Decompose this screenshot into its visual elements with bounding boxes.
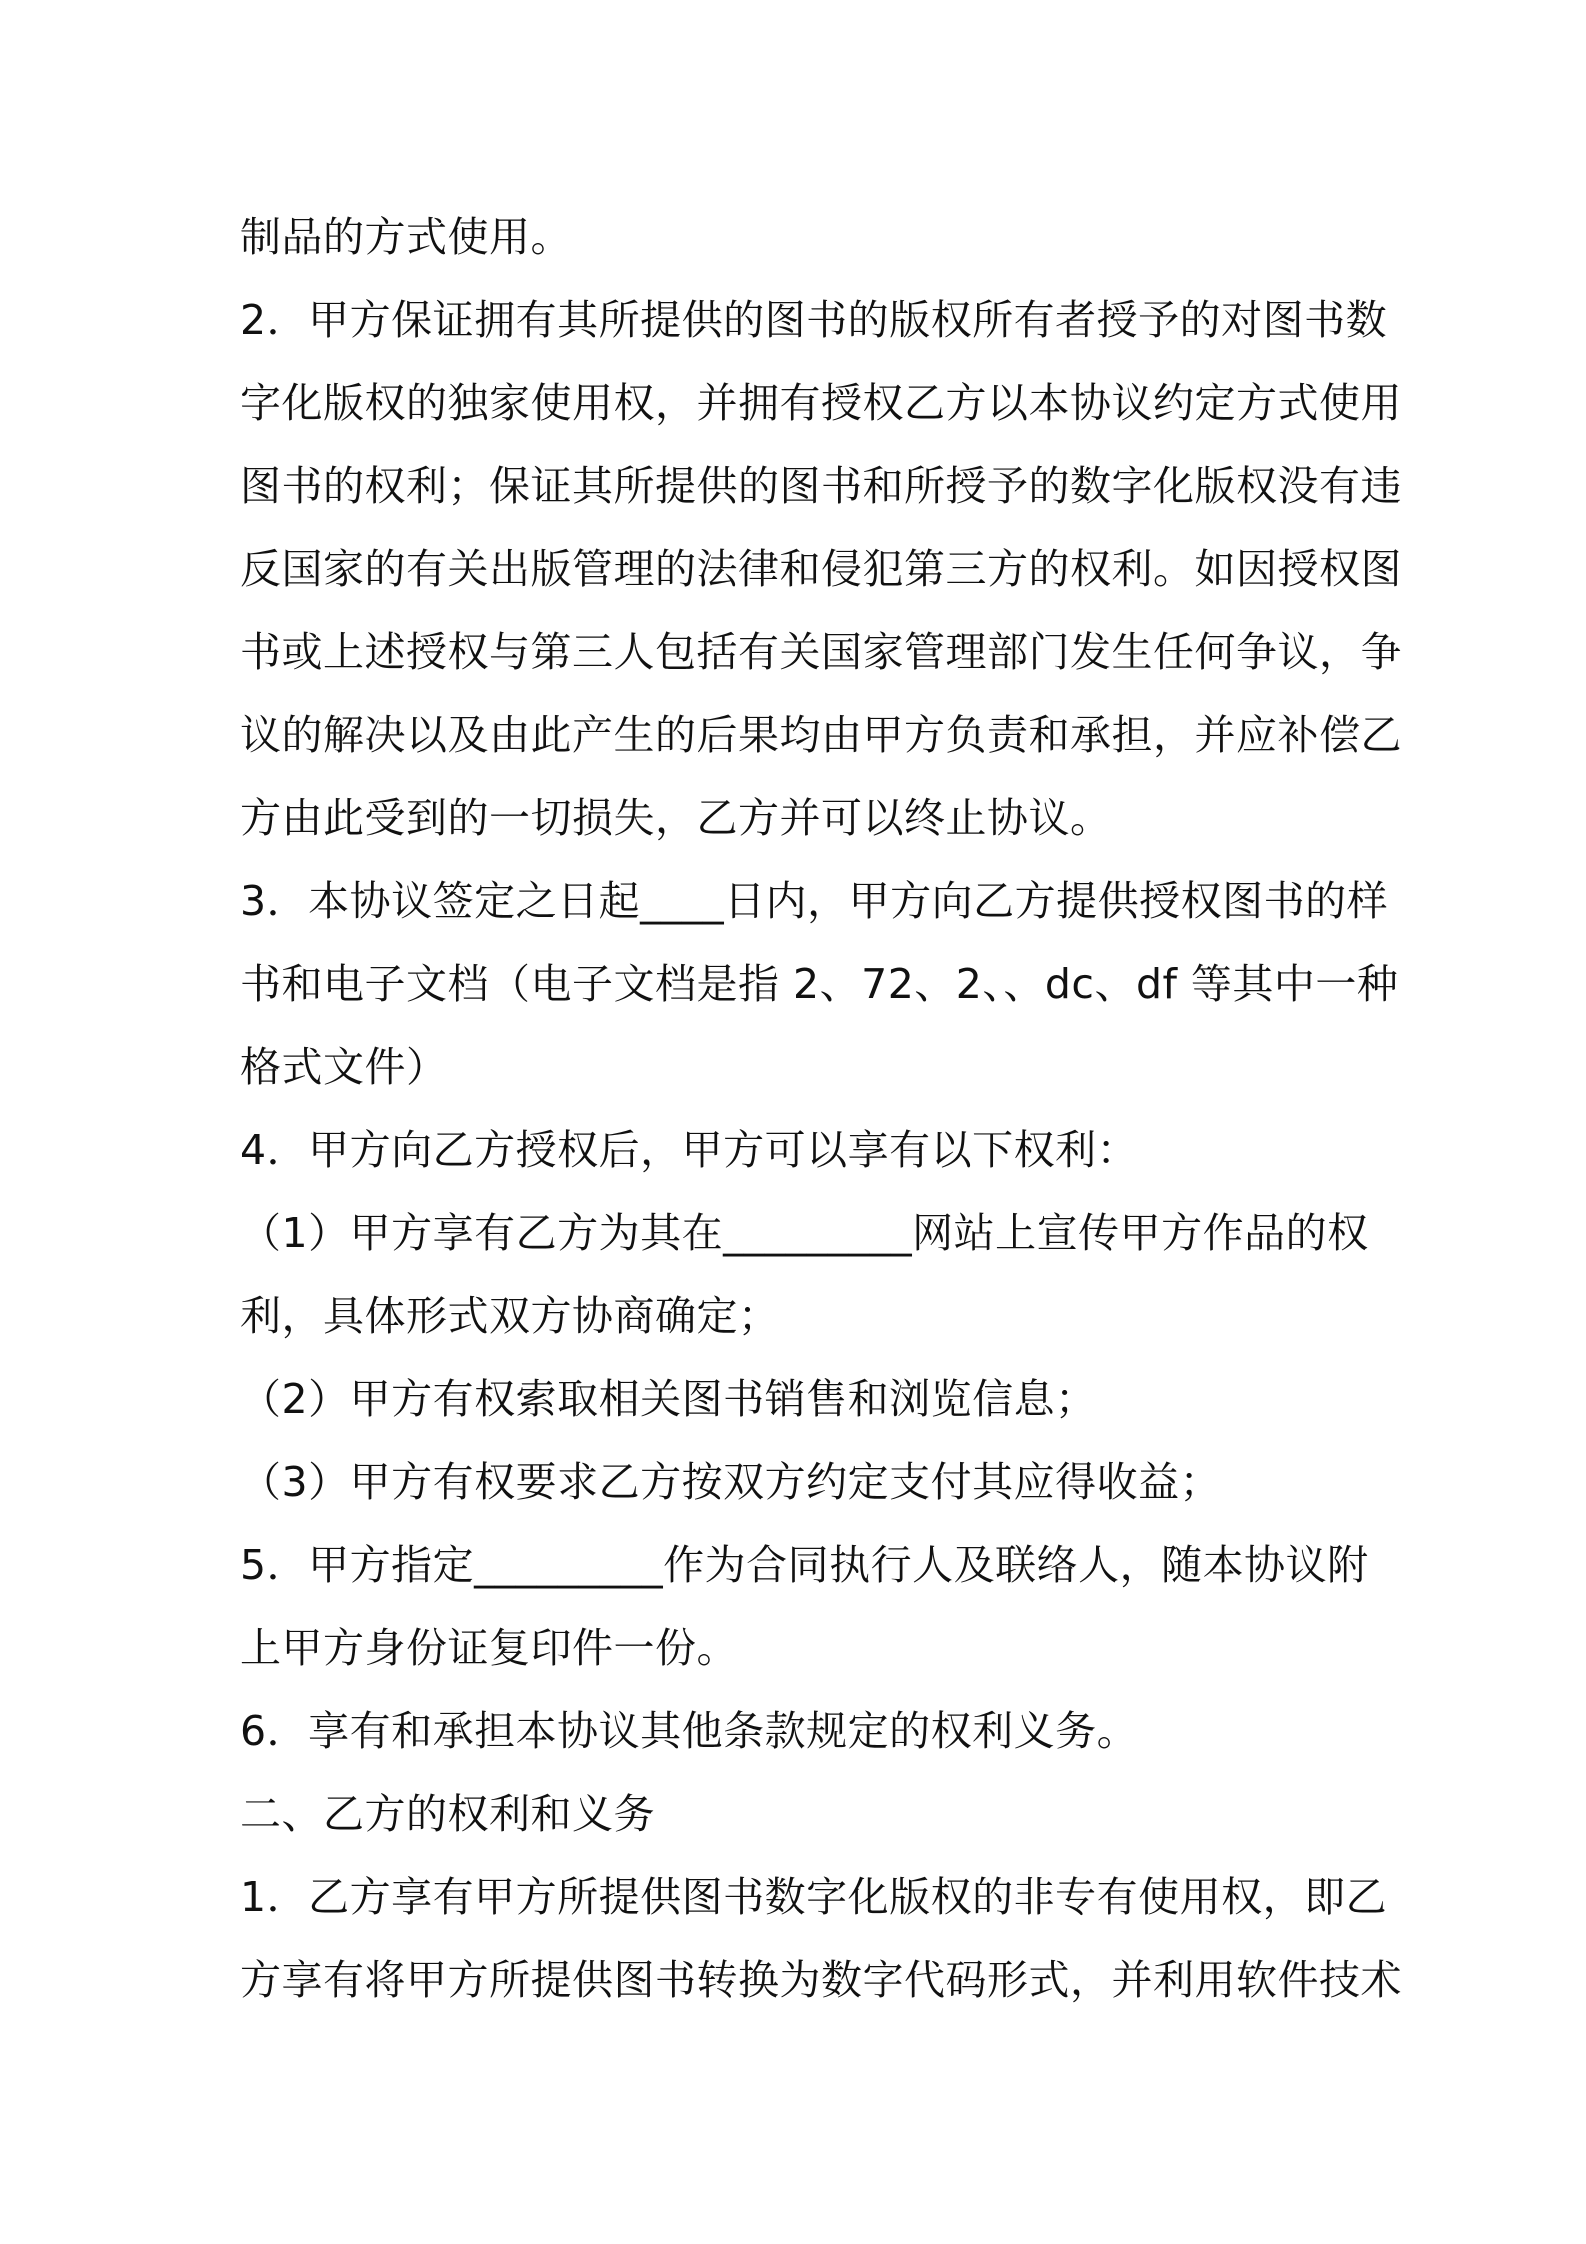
text-line: 方由此受到的一切损失，乙方并可以终止协议。: [240, 794, 1112, 842]
text-line: 4．甲方向乙方授权后，甲方可以享有以下权利：: [240, 1126, 1139, 1174]
text-line: 书或上述授权与第三人包括有关国家管理部门发生任何争议，争: [240, 628, 1402, 676]
text-line: （2）甲方有权索取相关图书销售和浏览信息；: [240, 1375, 1097, 1423]
text-line: 上甲方身份证复印件一份。: [240, 1624, 738, 1672]
text-line: 字化版权的独家使用权，并拥有授权乙方以本协议约定方式使用: [240, 379, 1402, 427]
text-line: （3）甲方有权要求乙方按双方约定支付其应得收益；: [240, 1458, 1222, 1506]
text-line: 2．甲方保证拥有其所提供的图书的版权所有者授予的对图书数: [240, 296, 1388, 344]
document-body: [240, 196, 1402, 2022]
text-line: 图书的权利；保证其所提供的图书和所授予的数字化版权没有违: [240, 462, 1402, 510]
text-line: 制品的方式使用。: [240, 213, 572, 261]
text-line: 书和电子文档（电子文档是指 2、72、2、、dc、df 等其中一种: [240, 960, 1399, 1008]
text-line: 格式文件）: [240, 1043, 448, 1091]
text-line: 方享有将甲方所提供图书转换为数字代码形式，并利用软件技术: [240, 1956, 1402, 2004]
section-heading: 二、乙方的权利和义务: [240, 1790, 655, 1838]
text-line: 1．乙方享有甲方所提供图书数字化版权的非专有使用权，即乙: [240, 1873, 1388, 1921]
text-line: 5．甲方指定_________作为合同执行人及联络人，随本协议附: [240, 1541, 1369, 1589]
text-line: 议的解决以及由此产生的后果均由甲方负责和承担，并应补偿乙: [240, 711, 1402, 759]
text-line: 反国家的有关出版管理的法律和侵犯第三方的权利。如因授权图: [240, 545, 1402, 593]
text-line: 3．本协议签定之日起____日内，甲方向乙方提供授权图书的样: [240, 877, 1389, 925]
text-line: 6．享有和承担本协议其他条款规定的权利义务。: [240, 1707, 1139, 1755]
text-line: （1）甲方享有乙方为其在_________网站上宣传甲方作品的权: [240, 1209, 1369, 1257]
text-line: 利，具体形式双方协商确定；: [240, 1292, 780, 1340]
